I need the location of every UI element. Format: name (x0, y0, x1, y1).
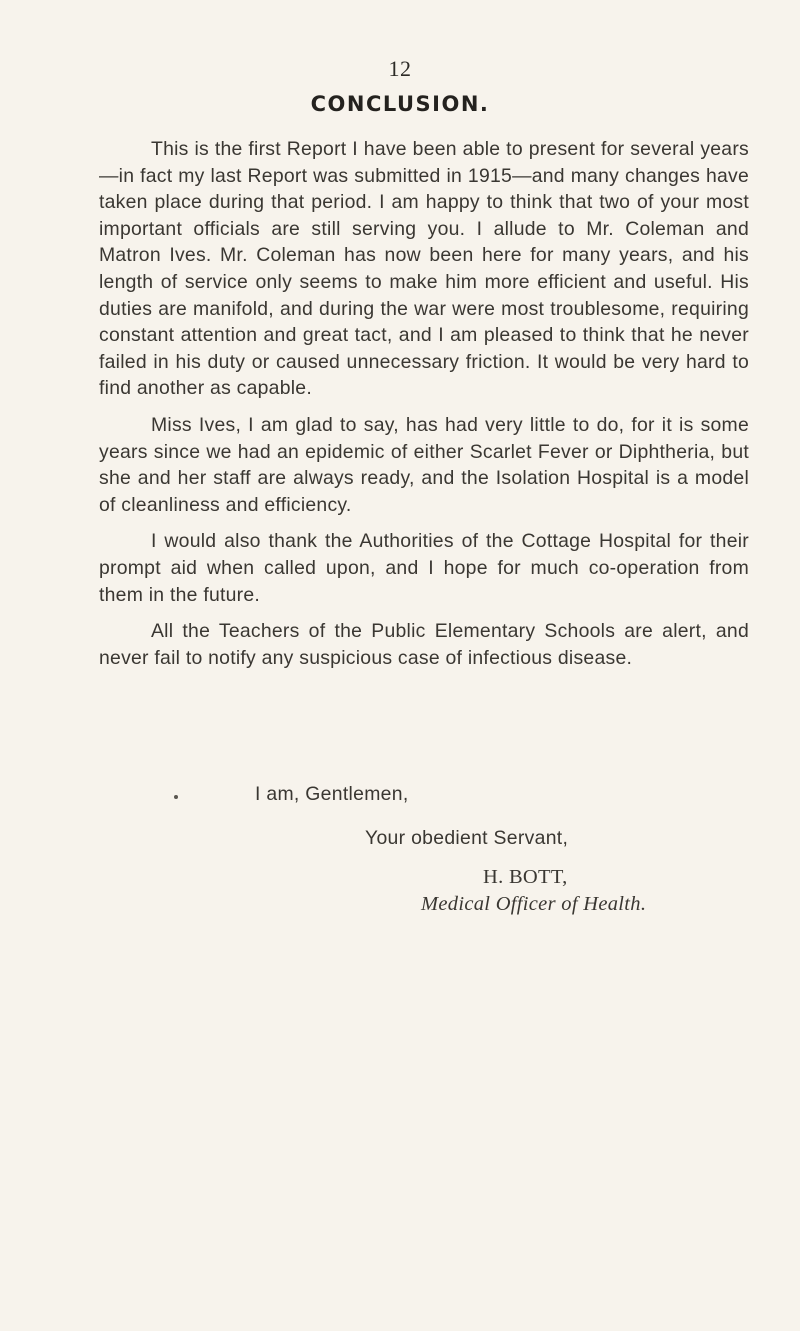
paragraph-teachers: All the Teachers of the Public Elementary Schools are alert, and never fail to notify any suspicious case of infectious disease. (99, 620, 749, 669)
closing-valediction: Your obedient Servant, (365, 827, 569, 849)
closing-salutation: I am, Gentlemen, (255, 783, 409, 805)
signatory-title: Medical Officer of Health. (421, 893, 647, 915)
paragraph-cottage-hospital: I would also thank the Authorities of the Cottage Hospital for their prompt aid when called upon, and I hope for much co-operation from them in the future. (99, 530, 749, 606)
signatory-name: H. BOTT, (483, 866, 568, 888)
paragraph-officials: This is the first Report I have been able to present for several years—in fact my last Report was submitted in 1915—and many changes have taken place during that period. I am happy to think that two of your most important officials are still serving you. I allude to Mr. Coleman and Matron Ives. Mr. Coleman has now been here for many years, and his length of service only seems to make him more efficient and useful. His duties are manifold, and during the war were most troublesome, requiring constant attention and great tact, and I am pleased to think that he never failed in his duty or caused unnecessary friction. It would be very hard to find another as capable. (99, 138, 749, 400)
paragraph-isolation-hospital: Miss Ives, I am glad to say, has had very little to do, for it is some years since we had an epidemic of either Scarlet Fever or Diphtheria, but she and her staff are always ready, and the Isolation Hospital is a model of cleanliness and efficiency. (99, 413, 749, 516)
section-heading: CONCLUSION. (310, 92, 490, 116)
print-speck (174, 795, 178, 799)
page-number: 12 (388, 56, 412, 81)
report-body (99, 136, 749, 681)
